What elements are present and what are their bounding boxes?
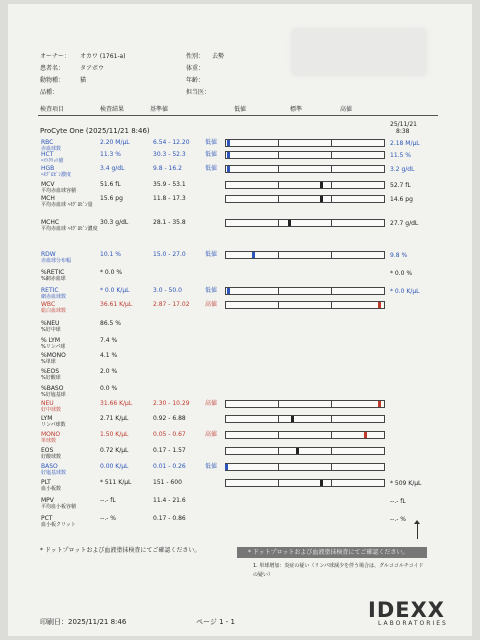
row-flag: 低値 <box>205 251 218 258</box>
corner-time: 8:38 <box>396 128 410 135</box>
range-gauge <box>225 301 385 309</box>
vet-label: 担当医： <box>186 89 211 96</box>
normal-zone <box>278 139 332 147</box>
row-side-value: 52.7 fL <box>390 182 411 189</box>
print-date: 印刷日：2025/11/21 8:46 <box>40 618 127 626</box>
row-flag: 高値 <box>205 431 218 438</box>
row-side-value: * 509 K/μL <box>390 480 422 487</box>
row-sub: 好塩基球数 <box>41 470 67 476</box>
page-number: ページ 1 - 1 <box>196 618 235 626</box>
row-flag: 低値 <box>205 463 218 470</box>
row-name: PCT <box>41 515 53 522</box>
row-result: 86.5 % <box>100 320 121 327</box>
result-marker <box>252 252 255 258</box>
row-sub: 血小板クリット <box>41 522 76 528</box>
row-name: %NEU <box>41 320 60 327</box>
row-ref: 15.0 - 27.0 <box>153 251 186 258</box>
row-sub: ﾍﾏﾄｸﾘｯﾄ値 <box>41 158 64 164</box>
sex-label: 性別： <box>186 53 205 60</box>
row-sub: 好酸球数 <box>41 454 62 460</box>
row-flag: 高値 <box>205 400 218 407</box>
range-gauge <box>225 479 385 487</box>
corner-date: 25/11/21 <box>390 121 417 128</box>
col-ref: 基準値 <box>150 106 169 113</box>
row-ref: 0.17 - 0.86 <box>153 515 186 522</box>
row-ref: 0.05 - 0.67 <box>153 431 186 438</box>
patient-label: 患者名： <box>40 65 65 72</box>
row-result: 2.20 M/μL <box>100 139 130 146</box>
result-marker <box>225 464 228 470</box>
result-marker <box>227 140 230 146</box>
row-ref: 3.0 - 50.0 <box>153 287 182 294</box>
row-side-value: --.- fL <box>390 498 406 505</box>
row-name: MONO <box>41 431 61 438</box>
row-result: 0.72 K/μL <box>100 447 129 454</box>
row-sub: リンパ球数 <box>41 422 66 428</box>
normal-zone <box>278 400 332 408</box>
footnote-left: * ドットプロットおよび血液塗抹検査にてご確認ください。 <box>40 547 201 554</box>
range-gauge <box>225 251 385 259</box>
header-rule <box>38 115 438 116</box>
col-result: 検査結果 <box>100 106 125 113</box>
normal-zone <box>278 219 332 227</box>
owner-label: オーナー： <box>40 53 71 60</box>
row-result: 4.1 % <box>100 352 118 359</box>
row-name: NEU <box>41 400 54 407</box>
row-name: BASO <box>41 463 58 470</box>
row-name: HCT <box>41 151 54 158</box>
row-ref: 0.01 - 0.26 <box>153 463 186 470</box>
result-marker <box>296 448 299 454</box>
row-name: LYM <box>41 415 53 422</box>
row-flag: 低値 <box>205 139 218 146</box>
row-result: 1.50 K/μL <box>100 431 129 438</box>
normal-zone <box>278 415 332 423</box>
row-result: 11.3 % <box>100 151 121 158</box>
row-name: %EOS <box>41 368 60 375</box>
result-marker <box>378 302 381 308</box>
row-result: 3.4 g/dL <box>100 165 125 172</box>
patient-value: タアボウ <box>80 65 105 72</box>
row-sub: 平均赤血球 ﾍﾓｸﾞﾛﾋﾞﾝ量 <box>41 202 93 208</box>
row-result: --.- fL <box>100 497 116 504</box>
row-sub: %好塩基球 <box>41 392 66 398</box>
range-gauge <box>225 447 385 455</box>
row-result: 2.71 K/μL <box>100 415 129 422</box>
row-sub: 単球数 <box>41 438 57 444</box>
idexx-logo-sub: LABORATORIES <box>378 620 448 627</box>
row-sub: %網赤血球 <box>41 276 66 282</box>
row-sub: %好酸球 <box>41 375 61 381</box>
normal-zone <box>278 251 332 259</box>
row-name: MPV <box>41 497 54 504</box>
range-gauge <box>225 151 385 159</box>
owner-value: オカワ (1761-a) <box>80 53 126 60</box>
species-label: 動物種： <box>40 77 65 84</box>
row-name: RETIC <box>41 287 59 294</box>
normal-zone <box>278 301 332 309</box>
row-name: PLT <box>41 479 51 486</box>
row-sub: 平均赤血球 ﾍﾓｸﾞﾛﾋﾞﾝ濃度 <box>41 226 98 232</box>
row-sub: 網赤血球数 <box>41 294 67 300</box>
instrument-title: ProCyte One (2025/11/21 8:46) <box>40 127 150 135</box>
row-result: 51.6 fL <box>100 181 121 188</box>
row-result: --.- % <box>100 515 117 522</box>
row-ref: 2.30 - 10.29 <box>153 400 190 407</box>
row-result: * 0.0 K/μL <box>100 287 130 294</box>
result-marker <box>227 288 230 294</box>
row-ref: 6.54 - 12.20 <box>153 139 190 146</box>
range-gauge <box>225 139 385 147</box>
row-side-value: * 0.0 % <box>390 270 413 277</box>
normal-zone <box>278 165 332 173</box>
row-ref: 28.1 - 35.8 <box>153 219 186 226</box>
row-name: MCHC <box>41 219 60 226</box>
footnote-right: * ドットプロットおよび血液塗抹検査にてご確認ください。 <box>248 549 409 556</box>
species-value: 猫 <box>80 77 87 84</box>
range-gauge <box>225 463 385 471</box>
normal-zone <box>278 479 332 487</box>
normal-zone <box>278 151 332 159</box>
row-sub: %リンパ球 <box>41 344 66 350</box>
row-ref: 9.8 - 16.2 <box>153 165 182 172</box>
row-name: %MONO <box>41 352 66 359</box>
row-name: RDW <box>41 251 56 258</box>
row-ref: 151 - 600 <box>153 479 182 486</box>
row-name: EOS <box>41 447 54 454</box>
row-result: * 0.0 % <box>100 269 123 276</box>
row-result: 10.1 % <box>100 251 121 258</box>
row-flag: 高値 <box>205 301 218 308</box>
row-sub: 平均血小板容積 <box>41 504 77 510</box>
result-marker <box>364 432 367 438</box>
row-side-value: 11.5 % <box>390 152 411 159</box>
row-name: WBC <box>41 301 56 308</box>
sex-value: 去勢 <box>212 53 225 60</box>
row-result: 15.6 pg <box>100 195 123 202</box>
row-sub: 赤血球数 <box>41 146 62 152</box>
row-flag: 低値 <box>205 287 218 294</box>
breed-label: 品種： <box>40 89 59 96</box>
result-marker <box>320 182 323 188</box>
row-result: 0.00 K/μL <box>100 463 129 470</box>
age-label: 年齢： <box>186 77 205 84</box>
result-marker <box>288 220 291 226</box>
result-marker <box>320 196 323 202</box>
idexx-logo: IDEXX <box>368 598 445 622</box>
result-marker <box>378 401 381 407</box>
normal-zone <box>278 463 332 471</box>
row-ref: 11.4 - 21.6 <box>153 497 186 504</box>
row-sub: 好中球数 <box>41 407 62 413</box>
normal-zone <box>278 287 332 295</box>
row-sub: %単球 <box>41 359 56 365</box>
row-ref: 0.92 - 6.88 <box>153 415 186 422</box>
row-sub: 赤血球分布幅 <box>41 258 72 264</box>
row-ref: 2.87 - 17.02 <box>153 301 190 308</box>
row-name: HGB <box>41 165 55 172</box>
normal-zone <box>278 195 332 203</box>
normal-zone <box>278 181 332 189</box>
row-flag: 低値 <box>205 165 218 172</box>
weight-label: 体重： <box>186 65 205 72</box>
col-high: 高値 <box>340 106 353 113</box>
row-result: 2.0 % <box>100 368 118 375</box>
row-name: MCH <box>41 195 55 202</box>
row-side-value: 2.18 M/μL <box>390 140 420 147</box>
row-side-value: 9.8 % <box>390 252 408 259</box>
redacted-area <box>291 28 427 76</box>
row-result: 36.61 K/μL <box>100 301 133 308</box>
row-sub: 総白血球数 <box>41 308 67 314</box>
col-item: 検査項目 <box>40 106 65 113</box>
row-ref: 35.9 - 53.1 <box>153 181 186 188</box>
row-name: % LYM <box>41 337 60 344</box>
result-marker <box>227 152 230 158</box>
row-side-value: --.- % <box>390 516 407 523</box>
result-marker <box>320 480 323 486</box>
col-normal: 標準 <box>290 106 303 113</box>
row-sub: 血小板数 <box>41 486 62 492</box>
row-side-value: * 0.0 K/μL <box>390 288 420 295</box>
row-sub: 平均赤血球容積 <box>41 188 77 194</box>
row-name: %RETIC <box>41 269 65 276</box>
row-side-value: 3.2 g/dL <box>390 166 415 173</box>
row-name: %BASO <box>41 385 64 392</box>
row-ref: 30.3 - 52.3 <box>153 151 186 158</box>
result-marker <box>291 416 294 422</box>
row-result: * 511 K/μL <box>100 479 132 486</box>
row-flag: 低値 <box>205 151 218 158</box>
lab-report-page <box>8 4 472 636</box>
col-low: 低値 <box>234 106 247 113</box>
row-result: 30.3 g/dL <box>100 219 129 226</box>
normal-zone <box>278 431 332 439</box>
row-result: 0.0 % <box>100 385 118 392</box>
normal-zone <box>278 447 332 455</box>
row-ref: 0.17 - 1.57 <box>153 447 186 454</box>
row-name: RBC <box>41 139 54 146</box>
range-gauge <box>225 219 385 227</box>
row-ref: 11.8 - 17.3 <box>153 195 186 202</box>
range-gauge <box>225 415 385 423</box>
row-side-value: 27.7 g/dL <box>390 220 419 227</box>
footnote-monocytosis-2: の疑い） <box>253 572 274 578</box>
range-gauge <box>225 195 385 203</box>
range-gauge <box>225 431 385 439</box>
row-sub: %好中球 <box>41 327 61 333</box>
range-gauge <box>225 165 385 173</box>
range-gauge <box>225 181 385 189</box>
up-arrow-icon <box>417 523 418 539</box>
row-name: MCV <box>41 181 55 188</box>
row-sub: ﾍﾓｸﾞﾛﾋﾞﾝ濃度 <box>41 172 72 178</box>
range-gauge <box>225 400 385 408</box>
footnote-monocytosis-1: 1. 単球増加：炎症の疑い（リンパ球減少を伴う場合は、グルココルチコイド <box>253 563 424 569</box>
row-result: 31.66 K/μL <box>100 400 133 407</box>
row-result: 7.4 % <box>100 337 118 344</box>
row-side-value: 14.6 pg <box>390 196 413 203</box>
result-marker <box>227 166 230 172</box>
range-gauge <box>225 287 385 295</box>
